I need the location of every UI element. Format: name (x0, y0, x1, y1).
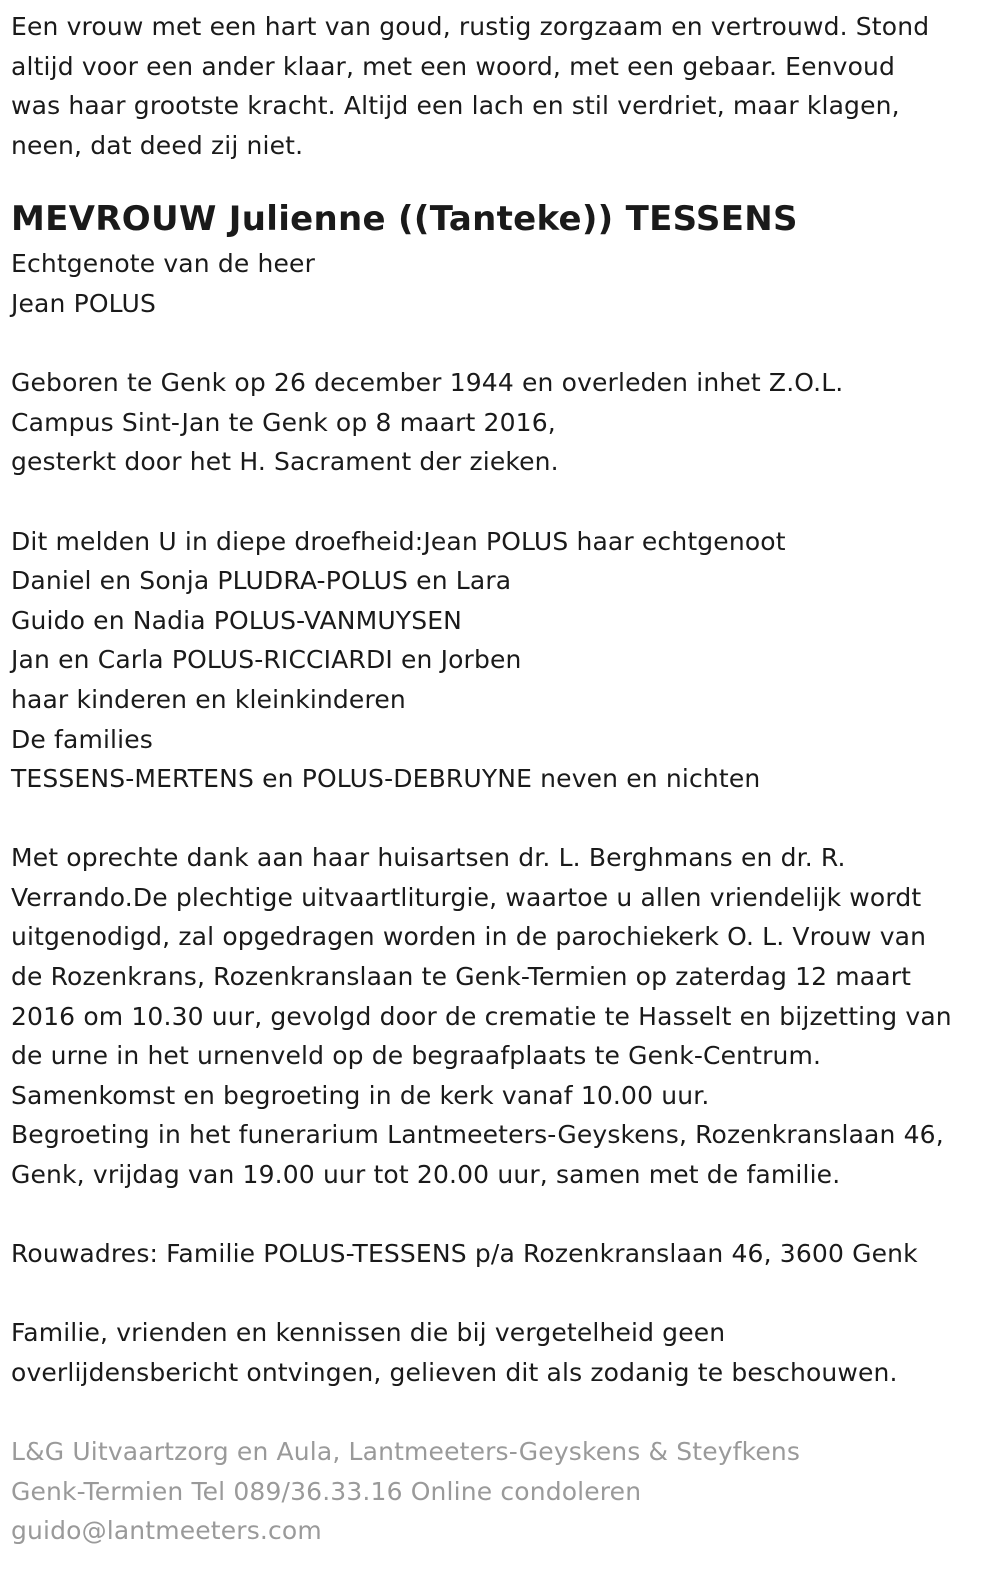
family-line: Guido en Nadia POLUS-VANMUYSEN (11, 605, 463, 635)
family-line: De families (11, 724, 153, 754)
intro-line: neen, dat deed zij niet. (11, 130, 304, 160)
family-block (11, 522, 986, 799)
notice-block (11, 1313, 986, 1392)
deceased-name-heading: MEVROUW Julienne ((Tanteke)) TESSENS (11, 199, 798, 240)
ceremony-block (11, 838, 986, 1194)
family-line: Daniel en Sonja PLUDRA-POLUS en Lara (11, 566, 512, 596)
family-line: Dit melden U in diepe droefheid:Jean POLUS haar echtgenoot (11, 526, 786, 556)
birth-death-line: Geboren te Genk op 26 december 1944 en overleden inhet Z.O.L. (11, 368, 844, 398)
notice-line: overlijdensbericht ontvingen, gelieven dit als zodanig te beschouwen. (11, 1358, 898, 1387)
funeral-home-footer (11, 1432, 986, 1551)
ceremony-line: Genk, vrijdag van 19.00 uur tot 20.00 uur, samen met de familie. (11, 1160, 841, 1190)
ceremony-line: Verrando.De plechtige uitvaartliturgie, waartoe u allen vriendelijk wordt (11, 882, 922, 912)
footer-line: L&G Uitvaartzorg en Aula, Lantmeeters-Geyskens & Steyfkens (11, 1437, 801, 1467)
family-line: Jan en Carla POLUS-RICCIARDI en Jorben (11, 645, 522, 675)
ceremony-line: Samenkomst en begroeting in de kerk vanaf 10.00 uur. (11, 1080, 710, 1110)
footer-email: guido@lantmeeters.com (11, 1516, 322, 1546)
family-line: TESSENS-MERTENS en POLUS-DEBRUYNE neven en nichten (11, 764, 761, 794)
spouse-name: Jean POLUS (11, 288, 156, 318)
ceremony-line: Met oprechte dank aan haar huisartsen dr. L. Berghmans en dr. R. (11, 843, 846, 873)
intro-poem (11, 7, 986, 165)
footer-line: Genk-Termien Tel 089/36.33.16 Online condoleren (11, 1476, 642, 1506)
notice-line: Familie, vrienden en kennissen die bij vergetelheid geen (11, 1318, 726, 1348)
ceremony-line: de urne in het urnenveld op de begraafplaats te Genk-Centrum. (11, 1041, 822, 1071)
mourning-address: Rouwadres: Familie POLUS-TESSENS p/a Rozenkranslaan 46, 3600 Genk (11, 1239, 918, 1269)
intro-line: was haar grootste kracht. Altijd een lach en stil verdriet, maar klagen, (11, 91, 900, 121)
family-line: haar kinderen en kleinkinderen (11, 684, 406, 714)
birth-death-line: gesterkt door het H. Sacrament der zieken. (11, 447, 559, 477)
intro-line: altijd voor een ander klaar, met een woord, met een gebaar. Eenvoud (11, 51, 896, 81)
spouse-block (11, 244, 986, 323)
ceremony-line: uitgenodigd, zal opgedragen worden in de parochiekerk O. L. Vrouw van (11, 922, 927, 952)
ceremony-line: Begroeting in het funerarium Lantmeeters-Geyskens, Rozenkranslaan 46, (11, 1120, 944, 1150)
ceremony-line: 2016 om 10.30 uur, gevolgd door de crematie te Hasselt en bijzetting van (11, 1001, 952, 1031)
spouse-line: Echtgenote van de heer (11, 249, 315, 279)
birth-death-block (11, 363, 986, 482)
intro-line: Een vrouw met een hart van goud, rustig zorgzaam en vertrouwd. Stond (11, 12, 930, 41)
ceremony-line: de Rozenkrans, Rozenkranslaan te Genk-Termien op zaterdag 12 maart (11, 962, 912, 992)
birth-death-line: Campus Sint-Jan te Genk op 8 maart 2016, (11, 407, 556, 437)
